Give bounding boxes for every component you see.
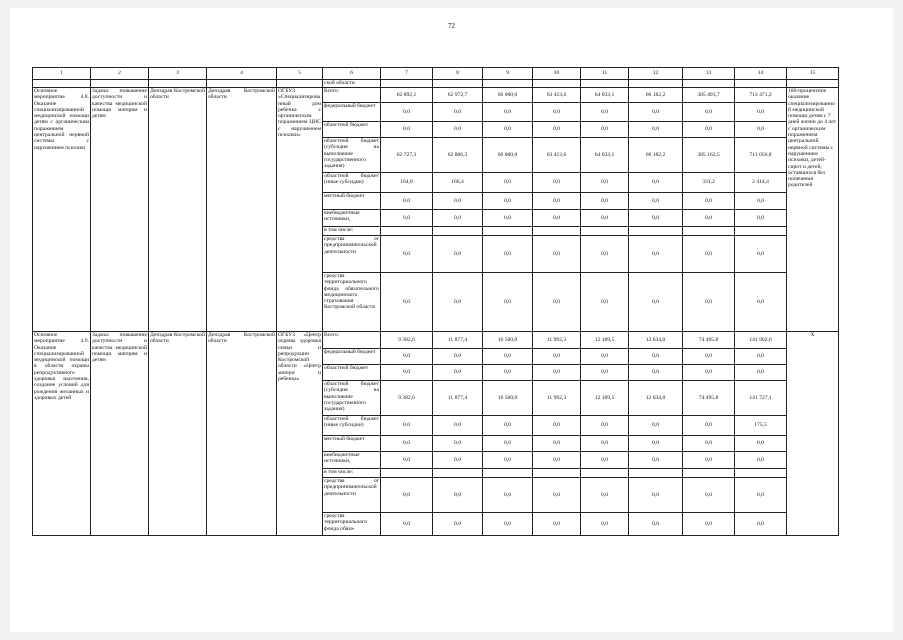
value-cell: 0,0	[683, 416, 735, 436]
value-cell: 66 000,0	[483, 138, 533, 173]
column-header: 6	[323, 68, 381, 80]
value-cell: 74 495,8	[683, 381, 735, 416]
value-cell: 0,0	[683, 349, 735, 365]
value-cell: 16 500,0	[483, 381, 533, 416]
empty-cell	[207, 80, 277, 88]
value-cell: 0,0	[533, 513, 581, 536]
value-cell: 0,0	[433, 210, 483, 227]
coordinator-cell: Депздрав Костромской области	[149, 332, 207, 536]
source-label-cell: областной бюджет (субсидия на выполнение государственного задания)	[323, 138, 381, 173]
value-cell	[735, 469, 787, 478]
value-cell: 0,0	[381, 349, 433, 365]
executor-cell: Депздрав Костромской области	[207, 88, 277, 332]
value-cell: 0,0	[735, 103, 787, 122]
value-cell: 0,0	[629, 103, 683, 122]
value-cell: 62 892,1	[381, 88, 433, 103]
source-label-cell: средства от предпринимательской деятельности	[323, 478, 381, 513]
value-cell: 0,0	[581, 416, 629, 436]
value-cell: 385 493,7	[683, 88, 735, 103]
column-header: 15	[787, 68, 839, 80]
value-cell: 0,0	[629, 478, 683, 513]
value-cell: 166,4	[433, 173, 483, 193]
value-cell: 0,0	[735, 513, 787, 536]
value-cell: 62 806,3	[433, 138, 483, 173]
value-cell: 0,0	[581, 478, 629, 513]
value-cell: 0,0	[533, 122, 581, 138]
column-header: 12	[629, 68, 683, 80]
value-cell: 0,0	[735, 210, 787, 227]
column-header: 4	[207, 68, 277, 80]
value-cell: 0,0	[533, 210, 581, 227]
value-cell	[629, 469, 683, 478]
value-cell: 0,0	[533, 349, 581, 365]
measure-cell: Основное мероприятие 4.8. Оказание специализированной медицинской помощи детям с органическим поражением центральной нервной системы с нарушением психики	[33, 88, 91, 332]
value-cell: 711 056,8	[735, 138, 787, 173]
value-cell	[581, 227, 629, 236]
value-cell: 66 000,0	[483, 88, 533, 103]
value-cell: 9 382,6	[381, 332, 433, 349]
result-cell: 100-процентное оказание специализированной медицинской помощи детям с 7 дней жизни до 4 лет с органическим поражением центральной нервной системы с нарушением психики, детей-сирот и детей, оставшихся без попечения родителей	[787, 88, 839, 332]
value-cell: 141 902,6	[735, 332, 787, 349]
source-label-cell: внебюджетные источники,	[323, 210, 381, 227]
value-cell: 74 495,8	[683, 332, 735, 349]
continuation-row	[33, 80, 839, 88]
value-cell: 0,0	[735, 236, 787, 273]
column-header: 2	[91, 68, 149, 80]
value-cell: 0,0	[735, 436, 787, 452]
value-cell: 0,0	[581, 365, 629, 381]
task-cell: Задача: повышение доступности и качества медицинской помощи матерям и детям	[91, 332, 149, 536]
value-cell: 0,0	[683, 436, 735, 452]
value-cell: 0,0	[581, 436, 629, 452]
value-cell: 0,0	[433, 236, 483, 273]
value-cell: 713 471,2	[735, 88, 787, 103]
value-cell: 0,0	[629, 236, 683, 273]
empty-cell	[381, 80, 433, 88]
value-cell	[433, 227, 483, 236]
value-cell: 0,0	[483, 236, 533, 273]
value-cell: 0,0	[483, 452, 533, 469]
value-cell: 0,0	[629, 452, 683, 469]
value-cell: 0,0	[683, 193, 735, 210]
source-label-cell: областной бюджет	[323, 365, 381, 381]
value-cell: 0,0	[433, 103, 483, 122]
value-cell	[381, 227, 433, 236]
task-cell: Задача: повышение доступности и качества медицинской помощи матерям и детям	[91, 88, 149, 332]
column-header: 13	[683, 68, 735, 80]
source-label-cell: областной бюджет (иные субсидии)	[323, 173, 381, 193]
value-cell: 0,0	[629, 416, 683, 436]
value-cell: 66 182,2	[629, 138, 683, 173]
value-cell: 0,0	[735, 478, 787, 513]
value-cell	[629, 227, 683, 236]
value-cell: 0,0	[683, 452, 735, 469]
column-header: 14	[735, 68, 787, 80]
value-cell: 0,0	[381, 122, 433, 138]
measure-cell: Основное мероприятие 4.9. Оказание специализированной медицинской помощи в области охраны репродуктивного здоровья населения, создание условий для рождения желанных и здоровых детей	[33, 332, 91, 536]
value-cell: 0,0	[433, 416, 483, 436]
value-cell: 0,0	[533, 436, 581, 452]
source-label-cell: областной бюджет (субсидия на выполнение государственного задания)	[323, 381, 381, 416]
value-cell: 0,0	[433, 273, 483, 332]
executor-cell: Депздрав Костромской области	[207, 332, 277, 536]
value-cell: 0,0	[533, 365, 581, 381]
value-cell: 0,0	[483, 478, 533, 513]
value-cell: 141 727,1	[735, 381, 787, 416]
empty-cell	[483, 80, 533, 88]
value-cell: 0,0	[381, 478, 433, 513]
value-cell: 64 033,1	[581, 138, 629, 173]
value-cell: 11 877,4	[433, 381, 483, 416]
value-cell: 0,0	[735, 193, 787, 210]
source-label-cell: внебюджетные источники,	[323, 452, 381, 469]
header-row	[33, 68, 839, 80]
column-header: 3	[149, 68, 207, 80]
empty-cell	[433, 80, 483, 88]
value-cell: 0,0	[483, 273, 533, 332]
value-cell: 0,0	[381, 210, 433, 227]
value-cell: 0,0	[533, 103, 581, 122]
empty-cell	[581, 80, 629, 88]
value-cell: 0,0	[433, 365, 483, 381]
value-cell: 0,0	[381, 193, 433, 210]
value-cell: 0,0	[533, 173, 581, 193]
value-cell: 0,0	[483, 210, 533, 227]
value-cell: 12 634,0	[629, 381, 683, 416]
value-cell: 0,0	[581, 273, 629, 332]
value-cell: 0,0	[581, 193, 629, 210]
value-cell: 0,0	[629, 273, 683, 332]
value-cell: 0,0	[433, 436, 483, 452]
value-cell: 11 877,4	[433, 332, 483, 349]
value-cell: 12 109,5	[581, 332, 629, 349]
value-cell: 0,0	[483, 365, 533, 381]
value-cell: 0,0	[483, 349, 533, 365]
institution-cell: ОГБУЗ «Центр охраны здоровья семьи и репродукции Костромской области «Центр матери и ребенка»	[277, 332, 323, 536]
value-cell: 12 634,0	[629, 332, 683, 349]
value-cell: 331,2	[683, 173, 735, 193]
value-cell: 0,0	[381, 273, 433, 332]
empty-cell	[91, 80, 149, 88]
source-label-cell: ской области	[323, 80, 381, 88]
empty-cell	[277, 80, 323, 88]
value-cell: 0,0	[629, 349, 683, 365]
value-cell: 0,0	[581, 452, 629, 469]
value-cell: 0,0	[381, 365, 433, 381]
coordinator-cell: Депздрав Костромской области	[149, 88, 207, 332]
value-cell: 0,0	[533, 478, 581, 513]
value-cell: 0,0	[581, 103, 629, 122]
empty-cell	[149, 80, 207, 88]
value-cell: 0,0	[483, 103, 533, 122]
value-cell: 2 414,4	[735, 173, 787, 193]
value-cell	[683, 227, 735, 236]
value-cell: 0,0	[735, 452, 787, 469]
value-cell: 11 992,3	[533, 332, 581, 349]
page-number: 72	[448, 22, 455, 30]
value-cell: 0,0	[683, 273, 735, 332]
value-cell	[533, 469, 581, 478]
value-cell: 62 727,3	[381, 138, 433, 173]
value-cell: 0,0	[629, 210, 683, 227]
source-label-cell: в том числе:	[323, 469, 381, 478]
source-label-cell: федеральный бюджет	[323, 103, 381, 122]
value-cell: 0,0	[683, 122, 735, 138]
value-cell: 0,0	[629, 513, 683, 536]
column-header: 7	[381, 68, 433, 80]
source-label-cell: средства территориального фонда обяза-	[323, 513, 381, 536]
value-cell: 0,0	[381, 103, 433, 122]
value-cell	[581, 469, 629, 478]
source-label-cell: областной бюджет (иные субсидии)	[323, 416, 381, 436]
value-cell: 0,0	[483, 436, 533, 452]
value-cell: 164,8	[381, 173, 433, 193]
value-cell: 0,0	[483, 122, 533, 138]
value-cell: 0,0	[533, 273, 581, 332]
value-cell	[433, 469, 483, 478]
value-cell: 0,0	[381, 452, 433, 469]
empty-cell	[735, 80, 787, 88]
value-cell: 0,0	[533, 193, 581, 210]
column-header: 5	[277, 68, 323, 80]
value-cell: 0,0	[735, 365, 787, 381]
value-cell: 0,0	[683, 103, 735, 122]
value-cell: 0,0	[533, 236, 581, 273]
source-label-cell: местный бюджет	[323, 436, 381, 452]
value-cell: 0,0	[483, 416, 533, 436]
value-cell: 0,0	[581, 122, 629, 138]
result-cell: Х	[787, 332, 839, 536]
value-cell: 0,0	[381, 513, 433, 536]
source-label-cell: средства от предпринимательской деятельности	[323, 236, 381, 273]
source-label-cell: средства территориального фонда обязательного медицинского страхования Костромской области	[323, 273, 381, 332]
value-cell: 16 500,0	[483, 332, 533, 349]
value-cell: 0,0	[735, 273, 787, 332]
value-cell: 0,0	[629, 122, 683, 138]
value-cell: 0,0	[381, 436, 433, 452]
value-cell: 0,0	[581, 513, 629, 536]
value-cell: 12 109,5	[581, 381, 629, 416]
value-cell	[533, 227, 581, 236]
value-cell	[735, 227, 787, 236]
source-label-cell: Всего:	[323, 332, 381, 349]
value-cell: 0,0	[433, 513, 483, 536]
column-header: 1	[33, 68, 91, 80]
value-cell: 0,0	[683, 236, 735, 273]
value-cell: 0,0	[683, 210, 735, 227]
value-cell: 64 033,1	[581, 88, 629, 103]
value-cell: 63 413,6	[533, 138, 581, 173]
column-header: 11	[581, 68, 629, 80]
value-cell	[683, 469, 735, 478]
empty-cell	[787, 80, 839, 88]
value-cell: 0,0	[533, 416, 581, 436]
value-cell: 62 972,7	[433, 88, 483, 103]
empty-cell	[683, 80, 735, 88]
empty-cell	[33, 80, 91, 88]
value-cell: 0,0	[433, 193, 483, 210]
value-cell	[483, 469, 533, 478]
value-cell: 0,0	[683, 365, 735, 381]
value-cell: 0,0	[629, 173, 683, 193]
value-cell: 0,0	[483, 173, 533, 193]
value-cell: 0,0	[581, 349, 629, 365]
value-cell: 9 382,6	[381, 381, 433, 416]
value-cell	[483, 227, 533, 236]
source-label-cell: в том числе:	[323, 227, 381, 236]
empty-cell	[629, 80, 683, 88]
value-cell: 0,0	[381, 416, 433, 436]
value-cell: 0,0	[683, 513, 735, 536]
value-cell: 0,0	[483, 193, 533, 210]
budget-table	[32, 67, 839, 536]
value-cell: 0,0	[629, 436, 683, 452]
value-cell: 0,0	[533, 452, 581, 469]
value-cell: 0,0	[433, 349, 483, 365]
table-row	[33, 332, 839, 349]
value-cell: 66 182,2	[629, 88, 683, 103]
institution-cell: ОГБУЗ «Специализированный дом ребенка с органическим поражением ЦНС с нарушением психики»	[277, 88, 323, 332]
column-header: 9	[483, 68, 533, 80]
column-header: 8	[433, 68, 483, 80]
value-cell: 0,0	[483, 513, 533, 536]
source-label-cell: Всего:	[323, 88, 381, 103]
value-cell: 0,0	[581, 210, 629, 227]
column-header: 10	[533, 68, 581, 80]
value-cell: 0,0	[433, 452, 483, 469]
value-cell: 0,0	[735, 349, 787, 365]
value-cell: 11 992,3	[533, 381, 581, 416]
table-row	[33, 88, 839, 103]
value-cell: 175,5	[735, 416, 787, 436]
value-cell: 0,0	[629, 193, 683, 210]
value-cell: 0,0	[581, 236, 629, 273]
source-label-cell: областной бюджет	[323, 122, 381, 138]
source-label-cell: федеральный бюджет	[323, 349, 381, 365]
value-cell: 0,0	[629, 365, 683, 381]
source-label-cell: местный бюджет	[323, 193, 381, 210]
value-cell: 0,0	[433, 478, 483, 513]
value-cell: 0,0	[581, 173, 629, 193]
value-cell	[381, 469, 433, 478]
value-cell: 0,0	[683, 478, 735, 513]
value-cell: 385 162,5	[683, 138, 735, 173]
value-cell: 0,0	[381, 236, 433, 273]
value-cell: 0,0	[735, 122, 787, 138]
value-cell: 0,0	[433, 122, 483, 138]
value-cell: 63 413,6	[533, 88, 581, 103]
empty-cell	[533, 80, 581, 88]
